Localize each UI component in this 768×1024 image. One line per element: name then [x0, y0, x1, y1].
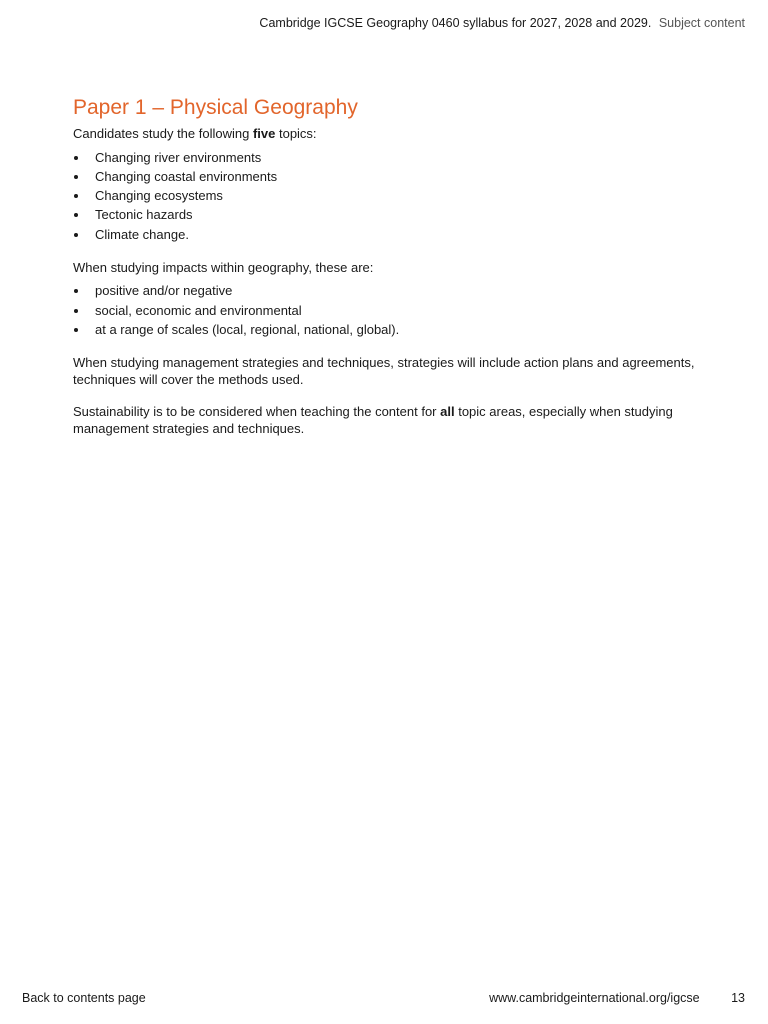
list-item: social, economic and environmental [73, 301, 713, 320]
list-item: Climate change. [73, 225, 713, 244]
intro-paragraph [73, 126, 713, 143]
impacts-intro: When studying impacts within geography, these are: [73, 259, 374, 275]
sustainability-paragraph [73, 404, 713, 437]
sustainability-bold: all [440, 404, 455, 420]
impacts-list [73, 281, 713, 339]
website-link[interactable]: www.cambridgeinternational.org/igcse [489, 991, 700, 1005]
list-item: Changing ecosystems [73, 186, 713, 205]
page-title: Paper 1 – Physical Geography [73, 96, 358, 119]
topic-list [73, 148, 713, 244]
header-title: Cambridge IGCSE Geography 0460 syllabus for 2027, 2028 and 2029. [259, 16, 652, 30]
page-number: 13 [731, 991, 745, 1005]
list-item: Changing river environments [73, 148, 713, 167]
back-to-contents-link[interactable]: Back to contents page [22, 991, 146, 1005]
management-paragraph: When studying management strategies and techniques, strategies will include action plans and agreements, techniques will cover the methods used. [73, 355, 695, 387]
intro-text-after: topics: [275, 126, 317, 141]
list-item: Tectonic hazards [73, 205, 713, 224]
page-footer [489, 991, 745, 1005]
header-section: Subject content [658, 16, 745, 30]
intro-text-before: Candidates study the following [73, 126, 253, 141]
list-item: at a range of scales (local, regional, national, global). [73, 320, 713, 339]
list-item: Changing coastal environments [73, 167, 713, 186]
intro-bold: five [252, 126, 276, 141]
sustainability-text-after: topic areas, especially when studying management strategies and techniques. [73, 404, 673, 436]
list-item: positive and/or negative [73, 281, 713, 300]
sustainability-text-before: Sustainability is to be considered when teaching the content for [73, 404, 441, 420]
main-content [73, 96, 713, 437]
page-header [259, 16, 745, 30]
